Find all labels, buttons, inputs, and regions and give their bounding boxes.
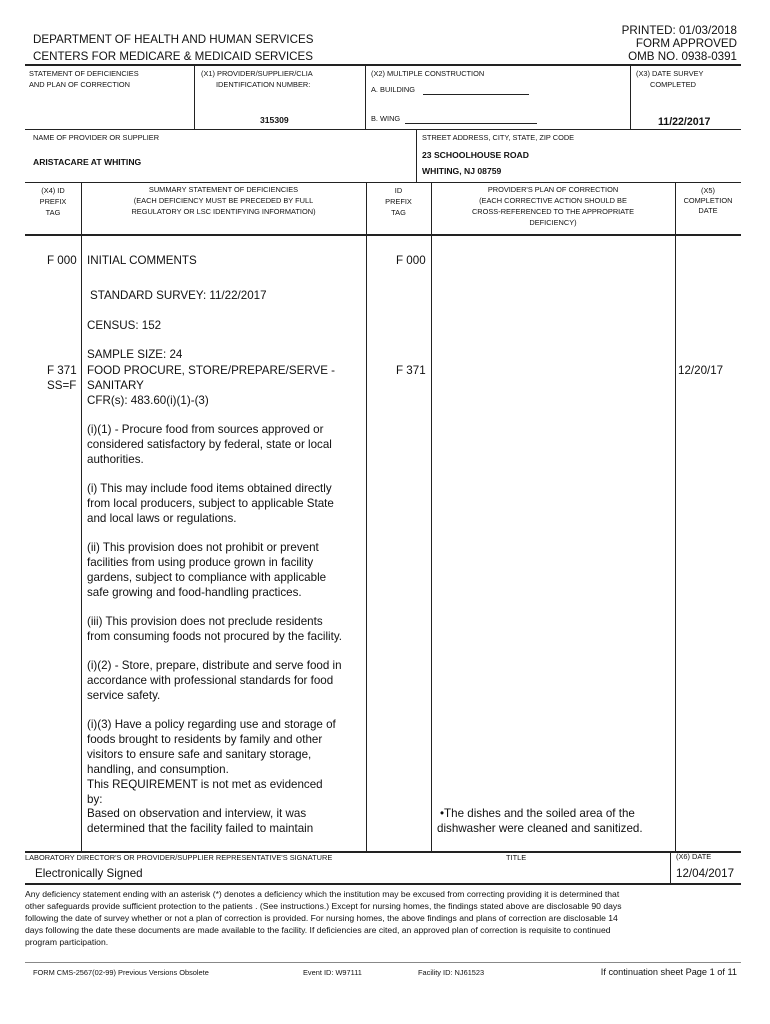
- title-label: TITLE: [506, 853, 527, 862]
- text-line: from local producers, subject to applicable State: [87, 497, 334, 510]
- provider-name-label: NAME OF PROVIDER OR SUPPLIER: [33, 133, 160, 142]
- disclaimer-line: days following the date these documents are made available to the facility. If deficiencies are cited, an approved plan of correction is requisite to continued: [25, 925, 611, 935]
- id-header-2: PREFIX: [385, 197, 412, 206]
- plan-line: •The dishes and the soiled area of the: [440, 807, 635, 820]
- text-line: by:: [87, 793, 103, 806]
- text-line: This REQUIREMENT is not met as evidenced: [87, 778, 323, 791]
- cfr-reference: CFR(s): 483.60(i)(1)-(3): [87, 394, 209, 407]
- x1-label-1: (X1) PROVIDER/SUPPLIER/CLIA: [201, 69, 313, 78]
- disclaimer-line: program participation.: [25, 937, 109, 947]
- standard-survey: STANDARD SURVEY: 11/22/2017: [90, 289, 267, 302]
- id-header-1: ID: [394, 186, 403, 195]
- divider: [630, 65, 631, 129]
- divider: [25, 182, 741, 183]
- statement-label-2: AND PLAN OF CORRECTION: [29, 80, 131, 89]
- divider: [365, 65, 366, 129]
- header-bottom-border: [25, 234, 741, 236]
- provider-name: ARISTACARE AT WHITING: [33, 157, 142, 167]
- text-line: (i) This may include food items obtained directly: [87, 482, 332, 495]
- x2-wing-label: B. WING: [371, 114, 401, 123]
- form-approved: FORM APPROVED: [635, 37, 737, 50]
- f371-title-1: FOOD PROCURE, STORE/PREPARE/SERVE -: [87, 364, 336, 377]
- text-line: accordance with professional standards for food: [87, 674, 334, 687]
- divider: [25, 129, 741, 130]
- text-line: (i)(2) - Store, prepare, distribute and serve food in: [87, 659, 342, 672]
- x5-header-2: COMPLETION: [683, 196, 733, 205]
- summary-header-2: (EACH DEFICIENCY MUST BE PRECEDED BY FULL: [133, 196, 314, 205]
- f371-title-2: SANITARY: [87, 379, 144, 392]
- text-line: service safety.: [87, 689, 161, 702]
- page-indicator: If continuation sheet Page 1 of 11: [600, 967, 737, 977]
- summary-header-3: REGULATORY OR LSC IDENTIFYING INFORMATION): [131, 207, 316, 216]
- street-address: 23 SCHOOLHOUSE ROAD: [422, 150, 529, 160]
- plan-header-4: DEFICIENCY): [529, 218, 577, 227]
- signature-label: LABORATORY DIRECTOR'S OR PROVIDER/SUPPLIER REPRESENTATIVE'S SIGNATURE: [25, 853, 333, 862]
- text-line: from consuming foods not procured by the facility.: [87, 630, 342, 643]
- plan-line: dishwasher were cleaned and sanitized.: [437, 822, 643, 835]
- text-line: (i)(1) - Procure food from sources approved or: [87, 423, 324, 436]
- printed-date: PRINTED: 01/03/2018: [621, 24, 737, 37]
- x1-value: 315309: [260, 115, 289, 125]
- f371-completion-date: 12/20/17: [678, 364, 724, 377]
- column-divider: [675, 183, 676, 851]
- event-id: Event ID: W97111: [303, 968, 362, 977]
- disclaimer-line: other safeguards provide sufficient protection to the patients . (See instructions.) Except for nursing homes, the findings stated above are disclosable 90 days: [25, 901, 622, 911]
- f371-right-tag: F 371: [396, 364, 426, 377]
- scope-severity: SS=F: [47, 379, 77, 392]
- text-line: facilities from using produce grown in facility: [87, 556, 314, 569]
- building-field: [423, 85, 529, 95]
- x3-value: 11/22/2017: [658, 116, 711, 128]
- centers-title: CENTERS FOR MEDICARE & MEDICAID SERVICES: [33, 50, 314, 63]
- text-line: handling, and consumption.: [87, 763, 229, 776]
- x4-header-2: PREFIX: [39, 197, 67, 206]
- disclaimer-line: following the date of survey whether or not a plan of correction is provided. For nursing homes, the above findings and plans of correction are disclosable 14: [25, 913, 618, 923]
- x5-header-3: DATE: [698, 206, 718, 215]
- text-line: gardens, subject to compliance with applicable: [87, 571, 327, 584]
- column-divider: [366, 183, 367, 851]
- text-line: Based on observation and interview, it was: [87, 807, 307, 820]
- address-label: STREET ADDRESS, CITY, STATE, ZIP CODE: [422, 133, 575, 142]
- divider: [416, 130, 417, 182]
- disclaimer-line: Any deficiency statement ending with an asterisk (*) denotes a deficiency which the institution may be excused from correcting providing it is determined that: [25, 889, 620, 899]
- signature-date: 12/04/2017: [676, 867, 735, 880]
- text-line: safe growing and food-handling practices.: [87, 586, 302, 599]
- text-line: (ii) This provision does not prohibit or prevent: [87, 541, 319, 554]
- text-line: (i)(3) Have a policy regarding use and storage of: [87, 718, 336, 731]
- x3-label-1: (X3) DATE SURVEY: [636, 69, 704, 78]
- statement-label-1: STATEMENT OF DEFICIENCIES: [29, 69, 139, 78]
- plan-header-3: CROSS-REFERENCED TO THE APPROPRIATE: [471, 207, 635, 216]
- text-line: and local laws or regulations.: [87, 512, 237, 525]
- f000-title: INITIAL COMMENTS: [87, 254, 197, 267]
- omb-number: OMB NO. 0938-0391: [628, 50, 737, 63]
- plan-header-2: (EACH CORRECTIVE ACTION SHOULD BE: [479, 196, 627, 205]
- city-state-zip: WHITING, NJ 08759: [422, 166, 502, 176]
- x5-header-1: (X5): [701, 186, 715, 195]
- x4-header-1: (X4) ID: [41, 186, 65, 195]
- text-line: authorities.: [87, 453, 144, 466]
- column-divider: [431, 183, 432, 851]
- signature-bottom-border: [25, 883, 741, 885]
- column-divider: [81, 183, 82, 851]
- divider: [194, 65, 195, 129]
- signature-value: Electronically Signed: [35, 867, 143, 880]
- text-line: visitors to ensure safe and sanitary storage,: [87, 748, 312, 761]
- f371-left-tag: F 371: [47, 364, 77, 377]
- x3-label-2: COMPLETED: [650, 80, 696, 89]
- id-header-3: TAG: [391, 208, 406, 217]
- department-title: DEPARTMENT OF HEALTH AND HUMAN SERVICES: [33, 33, 314, 46]
- divider: [670, 852, 671, 883]
- plan-header-1: PROVIDER'S PLAN OF CORRECTION: [487, 185, 619, 194]
- footer-border: [25, 962, 741, 963]
- f000-right-tag: F 000: [396, 254, 426, 267]
- summary-header-1: SUMMARY STATEMENT OF DEFICIENCIES: [148, 185, 299, 194]
- text-line: determined that the facility failed to maintain: [87, 822, 314, 835]
- text-line: (iii) This provision does not preclude residents: [87, 615, 323, 628]
- top-border: [25, 64, 741, 66]
- form-number: FORM CMS-2567(02-99) Previous Versions Obsolete: [33, 968, 209, 977]
- census: CENSUS: 152: [87, 319, 162, 332]
- date-label: (X6) DATE: [676, 852, 712, 861]
- sample-size: SAMPLE SIZE: 24: [87, 348, 183, 361]
- f000-left-tag: F 000: [47, 254, 77, 267]
- x4-header-3: TAG: [45, 208, 61, 217]
- x2-label: (X2) MULTIPLE CONSTRUCTION: [371, 69, 485, 78]
- wing-field: [405, 114, 537, 124]
- text-line: considered satisfactory by federal, state or local: [87, 438, 332, 451]
- x2-building-label: A. BUILDING: [371, 85, 415, 94]
- x1-label-2: IDENTIFICATION NUMBER:: [216, 80, 311, 89]
- facility-id: Facility ID: NJ61523: [418, 968, 485, 977]
- text-line: foods brought to residents by family and other: [87, 733, 323, 746]
